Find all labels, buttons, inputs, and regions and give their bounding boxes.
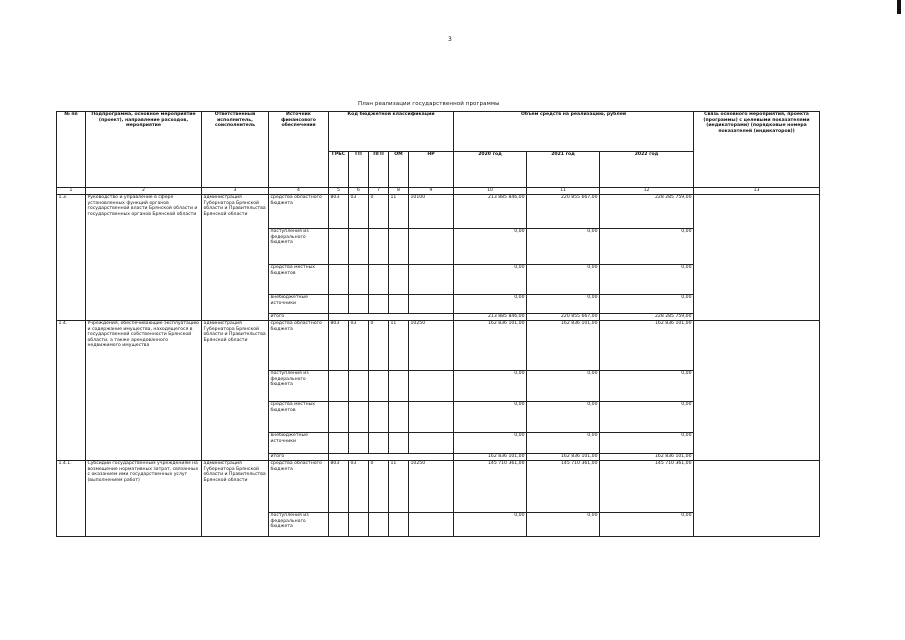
amount-2021: 0,00	[527, 402, 600, 433]
column-number: 8	[389, 188, 409, 195]
header-link: Связь основного мероприятия, проекта (программы) с целевыми показателями (индикаторами) (порядковые номера показателей (индикаторов))	[694, 112, 820, 188]
amount-2021: 0,00	[527, 433, 600, 454]
header-om: ОМ	[389, 152, 409, 188]
indicator-link	[694, 461, 820, 537]
code-np	[409, 265, 454, 295]
amount-2022: 228 285 759,00	[600, 195, 694, 229]
column-number: 5	[329, 188, 349, 195]
funding-source: средства областного бюджета	[269, 461, 329, 513]
header-grbs: ГРБС	[329, 152, 349, 188]
code-om: 11	[389, 461, 409, 513]
table-row	[57, 461, 820, 513]
header-code-group: Код бюджетной классификации	[329, 112, 454, 152]
amount-2021: 0,00	[527, 229, 600, 265]
header-name: Подпрограмма, основное мероприятие (проект), направление расходов, мероприятие	[86, 112, 202, 188]
amount-2022: 145 710 361,00	[600, 461, 694, 513]
amount-2021: 220 855 667,00	[527, 195, 600, 229]
amount-2020: 0,00	[454, 265, 527, 295]
scan-edge-mark	[897, 0, 901, 14]
amount-2022: 0,00	[600, 371, 694, 402]
activity-name: Руководство и управление в сфере установленных функций органов государственной власти Брянской области и государственных органов Брянской области	[86, 195, 202, 321]
code-np	[409, 433, 454, 454]
code-gp	[349, 402, 369, 433]
code-grbs	[329, 513, 349, 537]
total-2020: 162 836 101,00	[454, 454, 527, 461]
amount-2022: 0,00	[600, 265, 694, 295]
code-gp	[349, 229, 369, 265]
row-number: 1.4.	[57, 321, 86, 461]
amount-2022: 0,00	[600, 229, 694, 265]
plan-table	[56, 111, 820, 537]
code-np	[409, 513, 454, 537]
code-pgp: 0	[369, 461, 389, 513]
column-number: 12	[600, 188, 694, 195]
header-2020: 2020 год	[454, 152, 527, 188]
funding-source: средства местных бюджетов	[269, 402, 329, 433]
header-2022: 2022 год	[600, 152, 694, 188]
code-om: 11	[389, 195, 409, 229]
code-np: 10100	[409, 195, 454, 229]
column-number: 1	[57, 188, 86, 195]
total-2022: 228 285 759,00	[600, 314, 694, 321]
column-number: 2	[86, 188, 202, 195]
amount-2022: 0,00	[600, 433, 694, 454]
total-label: итого	[269, 314, 329, 321]
code-gp: 03	[349, 195, 369, 229]
amount-2022: 0,00	[600, 402, 694, 433]
code-gp	[349, 295, 369, 314]
funding-source: внебюджетные источники	[269, 433, 329, 454]
code-pgp: 0	[369, 321, 389, 371]
code-grbs: 803	[329, 321, 349, 371]
header-2021: 2021 год	[527, 152, 600, 188]
responsible-executor: администрация Губернатора Брянской области и Правительства Брянской области	[202, 461, 269, 537]
amount-2020: 0,00	[454, 402, 527, 433]
total-2021: 162 836 101,00	[527, 454, 600, 461]
code-pgp	[369, 295, 389, 314]
table-row	[57, 195, 820, 229]
funding-source: внебюджетные источники	[269, 295, 329, 314]
header-source: Источник финансового обеспечения	[269, 112, 329, 188]
plan-title: План реализации государственной программы	[358, 101, 500, 107]
total-2021: 220 855 667,00	[527, 314, 600, 321]
amount-2020: 0,00	[454, 229, 527, 265]
funding-source: поступления из федерального бюджета	[269, 513, 329, 537]
code-gp	[349, 265, 369, 295]
total-2022: 162 836 101,00	[600, 454, 694, 461]
total-label: итого	[269, 454, 329, 461]
funding-source: средства местных бюджетов	[269, 265, 329, 295]
code-grbs	[329, 371, 349, 402]
code-np: 10250	[409, 461, 454, 513]
header-num: № пп	[57, 112, 86, 188]
code-gp	[349, 513, 369, 537]
row-number: 1.3.	[57, 195, 86, 321]
amount-2021: 0,00	[527, 265, 600, 295]
responsible-executor: администрация Губернатора Брянской области и Правительства Брянской области	[202, 321, 269, 461]
code-grbs	[329, 265, 349, 295]
code-pgp	[369, 229, 389, 265]
header-np: НР	[409, 152, 454, 188]
code-grbs	[329, 314, 454, 321]
column-number: 10	[454, 188, 527, 195]
code-grbs: 803	[329, 461, 349, 513]
column-number-row	[57, 188, 820, 195]
amount-2020: 0,00	[454, 433, 527, 454]
code-grbs: 803	[329, 195, 349, 229]
code-gp: 03	[349, 461, 369, 513]
code-om	[389, 513, 409, 537]
amount-2021: 0,00	[527, 295, 600, 314]
code-np: 10250	[409, 321, 454, 371]
code-gp	[349, 433, 369, 454]
amount-2020: 0,00	[454, 513, 527, 537]
activity-name: Субсидии государственным учреждениям на возмещение нормативных затрат, связанных с оказанием ими государственных услуг (выполнением работ)	[86, 461, 202, 537]
code-om: 11	[389, 321, 409, 371]
code-pgp	[369, 513, 389, 537]
row-number: 1.4.1.	[57, 461, 86, 537]
code-grbs	[329, 295, 349, 314]
code-om	[389, 265, 409, 295]
column-number: 13	[694, 188, 820, 195]
amount-2020: 0,00	[454, 295, 527, 314]
amount-2021: 145 710 361,00	[527, 461, 600, 513]
code-gp: 03	[349, 321, 369, 371]
code-np	[409, 371, 454, 402]
responsible-executor: администрация Губернатора Брянской области и Правительства Брянской области	[202, 195, 269, 321]
code-om	[389, 402, 409, 433]
code-pgp	[369, 265, 389, 295]
amount-2021: 0,00	[527, 513, 600, 537]
amount-2020: 213 885 846,00	[454, 195, 527, 229]
funding-source: поступления из федерального бюджета	[269, 371, 329, 402]
column-number: 11	[527, 188, 600, 195]
column-number: 6	[349, 188, 369, 195]
header-gp: ГП	[349, 152, 369, 188]
funding-source: поступления из федерального бюджета	[269, 229, 329, 265]
activity-name: Учреждения, обеспечивающие эксплуатацию и содержание имущества, находящегося в государственной собственности Брянской области, а также арендованного недвижимого имущества	[86, 321, 202, 461]
code-pgp	[369, 402, 389, 433]
table-row	[57, 321, 820, 371]
header-volume-group: Объём средств на реализацию, рублей	[454, 112, 694, 152]
code-grbs	[329, 402, 349, 433]
code-pgp	[369, 433, 389, 454]
amount-2022: 0,00	[600, 513, 694, 537]
code-om	[389, 229, 409, 265]
column-number: 7	[369, 188, 389, 195]
code-grbs	[329, 454, 454, 461]
amount-2021: 0,00	[527, 371, 600, 402]
code-grbs	[329, 229, 349, 265]
code-om	[389, 371, 409, 402]
column-number: 4	[269, 188, 329, 195]
funding-source: средства областного бюджета	[269, 195, 329, 229]
code-gp	[349, 371, 369, 402]
code-grbs	[329, 433, 349, 454]
amount-2020: 162 836 101,00	[454, 321, 527, 371]
indicator-link	[694, 321, 820, 461]
column-number: 9	[409, 188, 454, 195]
total-2020: 213 885 846,00	[454, 314, 527, 321]
code-pgp: 0	[369, 195, 389, 229]
header-pgp: ПГП	[369, 152, 389, 188]
code-om	[389, 295, 409, 314]
code-np	[409, 229, 454, 265]
code-pgp	[369, 371, 389, 402]
amount-2022: 162 836 101,00	[600, 321, 694, 371]
page-number: 3	[448, 36, 452, 43]
code-om	[389, 433, 409, 454]
funding-source: средства областного бюджета	[269, 321, 329, 371]
indicator-link	[694, 195, 820, 321]
code-np	[409, 402, 454, 433]
code-np	[409, 295, 454, 314]
amount-2020: 0,00	[454, 371, 527, 402]
header-responsible: Ответственный исполнитель, соисполнитель	[202, 112, 269, 188]
amount-2021: 162 836 101,00	[527, 321, 600, 371]
amount-2022: 0,00	[600, 295, 694, 314]
amount-2020: 145 710 361,00	[454, 461, 527, 513]
column-number: 3	[202, 188, 269, 195]
